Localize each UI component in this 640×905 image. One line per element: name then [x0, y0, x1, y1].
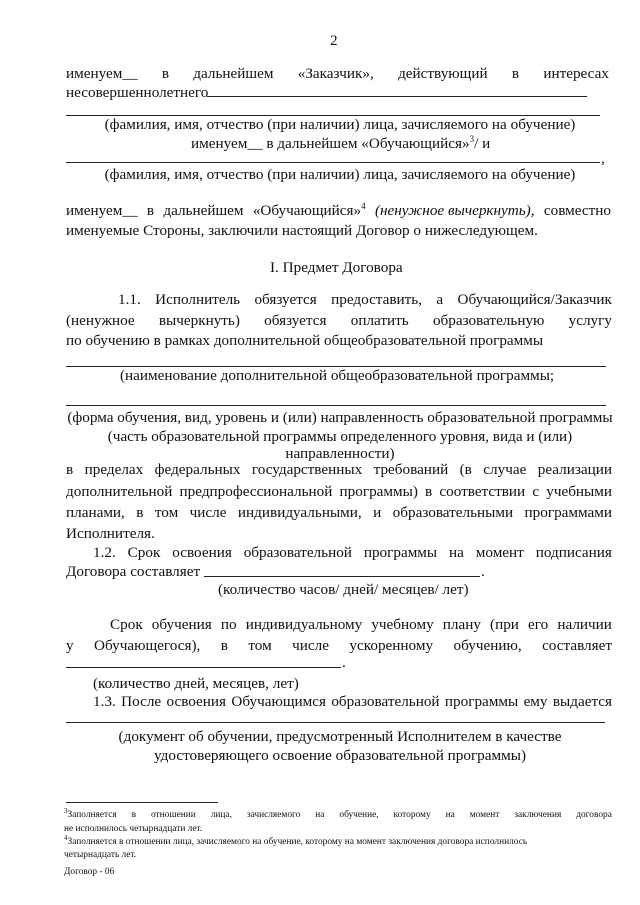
intro-word: действующий: [398, 65, 488, 82]
limits-row-4: Исполнителя.: [66, 525, 155, 542]
word: образовательную: [432, 312, 545, 329]
intro-word: именуем__: [66, 65, 138, 82]
parties-row-1: [66, 200, 611, 222]
word: заключения: [514, 810, 562, 820]
word: оплатить: [350, 312, 409, 329]
footnote-4-row-2: четырнадцать лет.: [64, 850, 137, 860]
dot: .: [481, 563, 485, 580]
word: Обучающегося),: [94, 637, 201, 654]
caption-form-3: направленности): [285, 445, 395, 462]
blank-line[interactable]: [207, 96, 587, 97]
word: именуем__: [66, 202, 138, 219]
word: составляет: [542, 637, 612, 654]
caption-doc-1: (документ об обучении, предусмотренный Исполнителем в качестве: [118, 728, 562, 745]
word: ускоренному: [349, 637, 434, 654]
clause-1-1-row-3: по обучению в рамках дополнительной общеобразовательной программы: [66, 332, 544, 349]
limits-row-2: дополнительной предпрофессиональной программы) в соответствии с учебными: [66, 483, 612, 500]
word: плану: [442, 616, 481, 633]
word: его: [528, 616, 549, 633]
blank-line[interactable]: [66, 722, 605, 723]
word: «Обучающийся»$^4$: [252, 201, 366, 219]
word: совместно: [543, 202, 611, 219]
word: момент: [475, 544, 524, 561]
caption-hours: (количество часов/ дней/ месяцев/ лет): [218, 581, 469, 598]
caption-fio-2: (фамилия, имя, отчество (при наличии) лица, зачисляемого на обучение): [104, 166, 576, 183]
blank-line[interactable]: [66, 667, 341, 668]
word: у: [66, 637, 74, 654]
footnote-separator: [66, 802, 218, 803]
named-student-line: именуем__ в дальнейшем «Обучающийся»$^3$/ и: [191, 134, 491, 152]
word: том: [248, 637, 272, 654]
intro-word: «Заказчик»,: [297, 65, 374, 82]
word: на: [449, 544, 464, 561]
blank-line[interactable]: [66, 162, 600, 163]
word: образовательной: [243, 544, 352, 561]
word: дальнейшем: [163, 202, 244, 219]
clause-1-1-row-1: [118, 289, 612, 311]
page-number: 2: [330, 32, 338, 49]
caption-fio-1: (фамилия, имя, отчество (при наличии) лица, зачисляемого на обучение): [104, 116, 576, 133]
word: подписания: [535, 544, 612, 561]
word: а: [436, 291, 444, 308]
word: лица,: [210, 810, 232, 820]
intro-word: в: [161, 65, 169, 82]
word: числе: [292, 637, 329, 654]
word: обязуется: [264, 312, 327, 329]
limits-row-3: планами, в том числе индивидуальными, и образовательными программами: [66, 504, 612, 521]
word: по: [220, 616, 237, 633]
footnote-3-row-2: не исполнилось четырнадцати лет.: [64, 824, 203, 834]
form-code: Договор - 06: [64, 867, 115, 877]
word: услугу: [568, 312, 612, 329]
word: 1.1.: [118, 291, 141, 308]
word: $^3$Заполняется: [64, 807, 117, 820]
blank-line[interactable]: [204, 576, 480, 577]
word: Исполнитель: [155, 291, 241, 308]
word: Срок: [127, 544, 161, 561]
word: в: [146, 202, 155, 219]
intro-word: дальнейшем: [193, 65, 274, 82]
word: обучению,: [453, 637, 522, 654]
word: договора: [576, 810, 612, 820]
word: обучения: [151, 616, 212, 633]
word: освоения: [172, 544, 232, 561]
clause-1-1-row-2: [66, 310, 612, 332]
word: зачисляемого: [246, 810, 301, 820]
dot: .: [342, 654, 346, 671]
word: учебному: [371, 616, 434, 633]
word: на: [445, 810, 455, 820]
section-heading: I. Предмет Договора: [270, 259, 403, 276]
word: Срок: [110, 616, 143, 633]
caption-program: (наименование дополнительной общеобразовательной программы;: [120, 367, 555, 384]
word: наличии: [557, 616, 612, 633]
parties-row-2: именуемые Стороны, заключили настоящий Договор о нижеследующем.: [66, 222, 538, 239]
word: (при: [490, 616, 519, 633]
word: в: [131, 810, 137, 820]
caption-doc-2: удостоверяющего освоение образовательной программы): [154, 747, 526, 764]
word: обязуется: [254, 291, 317, 308]
individual-row-1: [110, 614, 612, 636]
word: на: [315, 810, 325, 820]
word: вычеркнуть): [158, 312, 240, 329]
clause-1-3: 1.3. После освоения Обучающимся образовательной программы ему выдается: [93, 693, 612, 710]
limits-row-1: в пределах федеральных государственных требований (в случае реализации: [66, 461, 612, 478]
footnote-4-row-1: $^4$Заполняется в отношении лица, зачисляемого на обучение, которому на момент заключения договора исполнилось: [64, 834, 528, 847]
word: которому: [393, 810, 431, 820]
word: индивидуальному: [245, 616, 363, 633]
word: отношении: [150, 810, 196, 820]
comma: ,: [601, 150, 605, 167]
individual-row-2: [66, 635, 612, 657]
word: предоставить,: [331, 291, 423, 308]
word: Обучающийся/Заказчик: [457, 291, 612, 308]
caption-form-1: (форма обучения, вид, уровень и (или) направленность образовательной программы: [67, 409, 613, 426]
footnote-3-row-1: [64, 809, 612, 822]
word: (ненужное вычеркнуть),: [374, 202, 535, 219]
word: в: [220, 637, 228, 654]
caption-form-2: (часть образовательной программы определенного уровня, вида и (или): [107, 428, 573, 445]
clause-1-2-row-2: Договора составляет: [66, 563, 201, 580]
intro-word: интересах: [543, 65, 609, 82]
word: (ненужное: [66, 312, 135, 329]
word: 1.2.: [93, 544, 116, 561]
word: обучение,: [339, 810, 379, 820]
intro-minor-label: несовершеннолетнего: [66, 84, 209, 101]
blank-line[interactable]: [66, 405, 606, 406]
intro-word: в: [511, 65, 520, 82]
caption-days: (количество дней, месяцев, лет): [93, 675, 299, 692]
word: момент: [469, 810, 500, 820]
word: программы: [363, 544, 438, 561]
